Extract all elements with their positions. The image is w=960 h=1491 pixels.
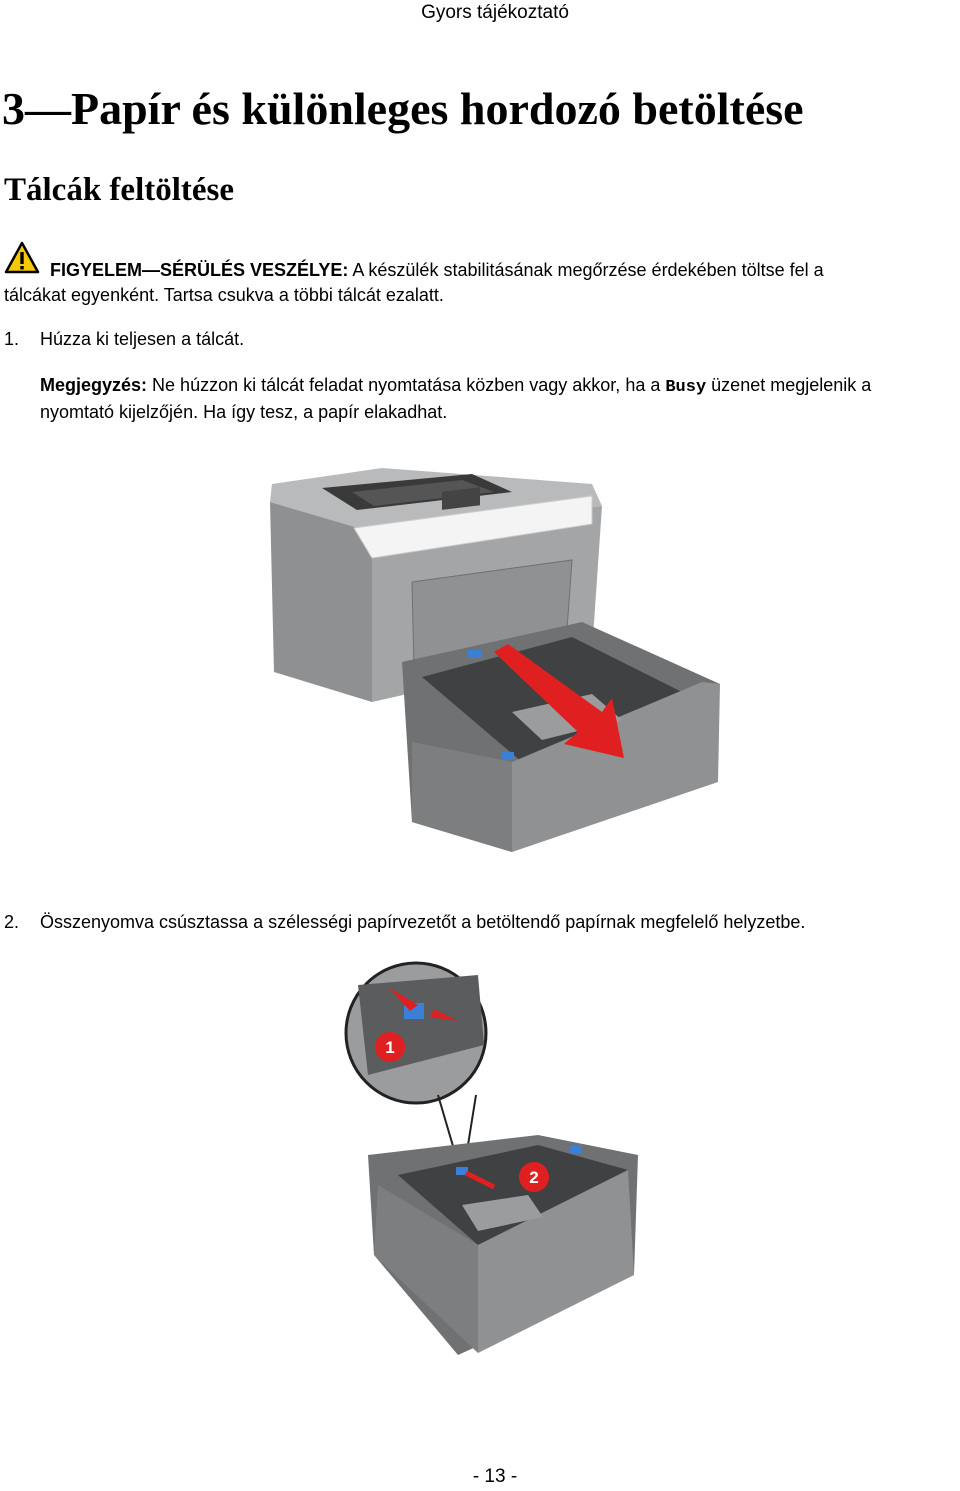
page-header: Gyors tájékoztató — [421, 2, 569, 23]
note-label: Megjegyzés: — [40, 375, 148, 395]
step-1-text: Húzza ki teljesen a tálcát. — [40, 329, 245, 349]
callout-1-label: 1 — [385, 1038, 395, 1057]
warning-text-1: A készülék stabilitásának megőrzése érdekében töltse fel a — [348, 260, 824, 280]
warning-line-1 — [4, 258, 960, 283]
width-guide-illustration — [338, 955, 654, 1360]
note-text-before: Ne húzzon ki tálcát feladat nyomtatása közben vagy akkor, ha a — [147, 375, 666, 395]
note-text-after: üzenet megjelenik a nyomtató kijelzőjén. Ha így tesz, a papír elakadhat. — [40, 375, 872, 422]
page-number: - 13 - — [472, 1466, 518, 1487]
printer-tray-pull-illustration — [262, 462, 724, 892]
warning-label: FIGYELEM—SÉRÜLÉS VESZÉLYE: — [50, 260, 349, 280]
step-1-number: 1. — [4, 329, 20, 349]
step-1 — [4, 329, 244, 350]
warning-triangle-icon — [4, 241, 40, 275]
note-code-busy: Busy — [665, 378, 707, 397]
callout-2-label: 2 — [529, 1168, 539, 1187]
step-2 — [4, 912, 805, 933]
step-2-number: 2. — [4, 912, 20, 932]
chapter-title: 3—Papír és különleges hordozó betöltése — [2, 83, 804, 134]
section-title: Tálcák feltöltése — [4, 172, 235, 208]
warning-block — [4, 258, 960, 308]
note-block — [40, 373, 940, 425]
step-2-text: Összenyomva csúsztassa a szélességi papírvezetőt a betöltendő papírnak megfelelő helyzetbe. — [40, 912, 806, 932]
warning-line-2: tálcákat egyenként. Tartsa csukva a többi tálcát ezalatt. — [4, 285, 444, 305]
